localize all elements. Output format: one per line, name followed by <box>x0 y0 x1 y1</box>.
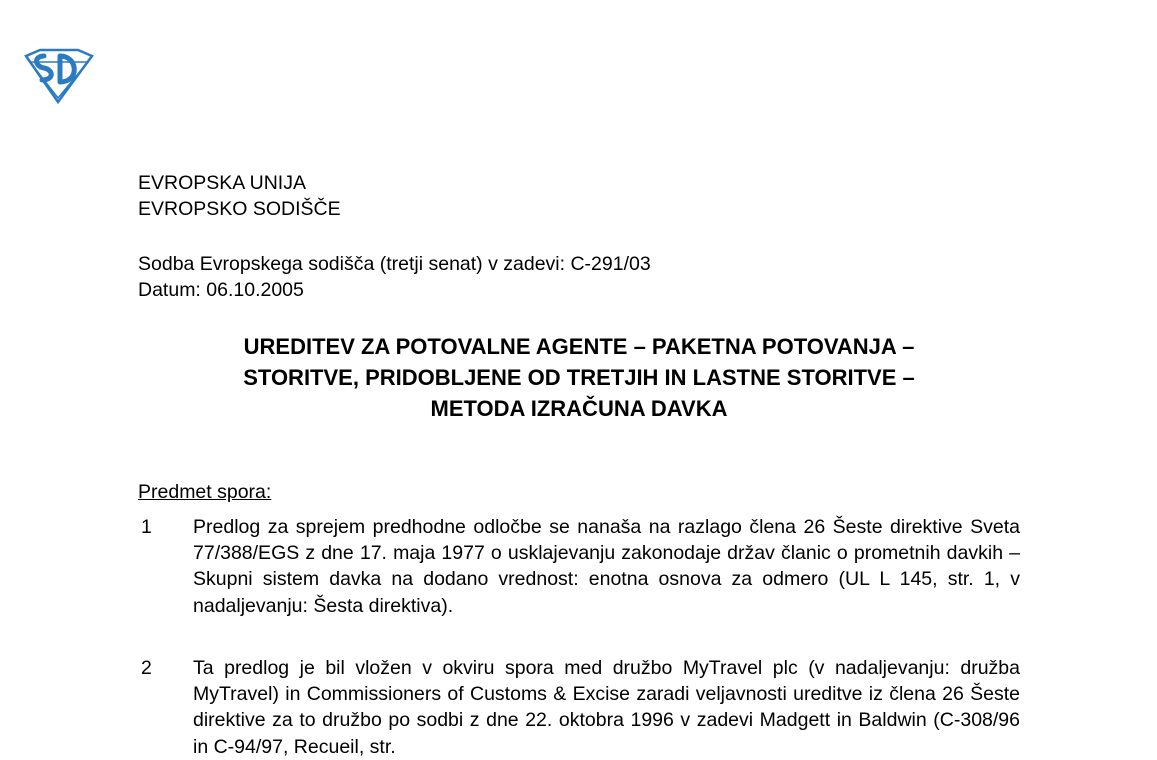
paragraph-1 <box>138 514 1020 619</box>
paragraph-2 <box>138 655 1020 760</box>
case-line: Sodba Evropskega sodišča (tretji senat) v zadevi: C-291/03 <box>138 253 651 275</box>
title-line-1: UREDITEV ZA POTOVALNE AGENTE – PAKETNA POTOVANJA – <box>243 334 915 359</box>
section-heading: Predmet spora: <box>138 481 272 503</box>
title-line-2: STORITVE, PRIDOBLJENE OD TRETJIH IN LASTNE STORITVE – <box>243 365 915 390</box>
paragraph-number: 1 <box>141 516 152 538</box>
header-line-2: EVROPSKO SODIŠČE <box>138 198 341 220</box>
paragraph-text: Predlog za sprejem predhodne odločbe se nanaša na razlago člena 26 Šeste direktive Sveta 77/388/EGS z dne 17. maja 1977 o usklajevanju zakonodaje držav članic o prometnih davkih – Skupni sistem davka na dodano vrednost: enotna osnova za odmero (UL L 145, str. 1, v nadaljevanju: Šesta direktiva). <box>193 516 1020 617</box>
header-line-1: EVROPSKA UNIJA <box>138 172 306 194</box>
paragraph-number: 2 <box>141 657 152 679</box>
document-title <box>138 331 1020 424</box>
sd-diamond-logo <box>22 48 96 104</box>
date-line: Datum: 06.10.2005 <box>138 279 304 301</box>
title-line-3: METODA IZRAČUNA DAVKA <box>430 396 728 421</box>
paragraph-text: Ta predlog je bil vložen v okviru spora med družbo MyTravel plc (v nadaljevanju: družba MyTravel) in Commissioners of Customs & Excise zaradi veljavnosti ureditve iz člena 26 Šeste direktive za to družbo po sodbi z dne 22. oktobra 1996 v zadevi Madgett in Baldwin (C-308/96 in C-94/97, Recueil, str. <box>193 657 1020 758</box>
